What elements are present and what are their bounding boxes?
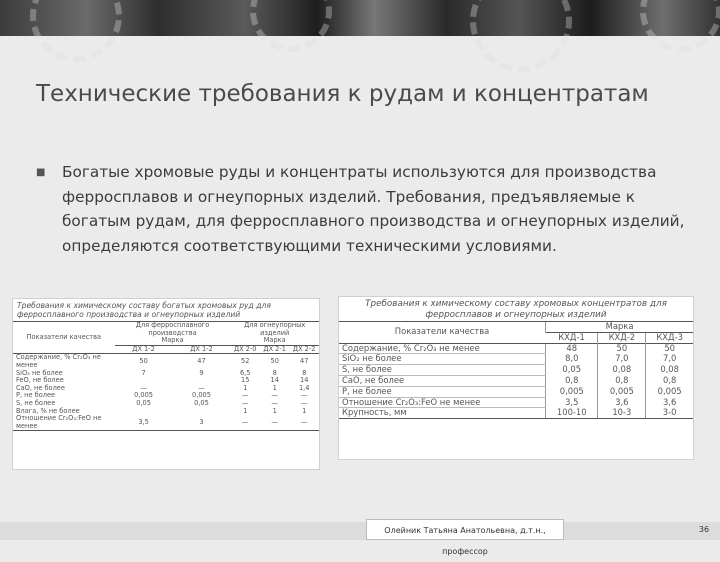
table-cell: 47: [197, 357, 206, 366]
row-label: FeO, не более: [16, 376, 64, 385]
table-cell: 0,05: [194, 398, 209, 407]
footer-bar: [0, 522, 720, 540]
square-bullet-icon: ■: [36, 167, 46, 178]
table-cell: 3: [173, 415, 231, 431]
table-cell: 3,5: [115, 415, 173, 431]
table-cell: 6,5: [239, 368, 251, 377]
table-cell: —: [230, 415, 260, 431]
table-cell: 3-0: [646, 408, 693, 419]
table-cell: 7: [141, 368, 146, 377]
table-cell: —: [140, 383, 147, 392]
row-label: P, не более: [16, 391, 56, 400]
table-cell: 48: [546, 343, 598, 354]
table-cell: 8: [302, 368, 307, 377]
table-cell: 0,08: [646, 365, 693, 376]
table-row: [339, 365, 693, 376]
table-cell: 7,0: [598, 354, 646, 365]
table-row: [339, 375, 693, 386]
table-cell: 50: [139, 357, 148, 366]
table-cell: 10-3: [598, 408, 646, 419]
grade-header: ДХ 1-2: [115, 345, 173, 354]
table-cell: 3,6: [598, 397, 646, 408]
table-cell: 0,8: [646, 375, 693, 386]
row-label: CaO, не более: [16, 383, 65, 392]
table-row: [13, 354, 319, 370]
table-cell: 0,8: [598, 375, 646, 386]
table-cell: 1: [272, 406, 277, 415]
table-caption: Требования к химическому составу хромовых концентратов для ферросплавов и огнеупорных изделий: [365, 299, 667, 320]
table-cell: 14: [270, 376, 279, 385]
table-cell: 50: [598, 343, 646, 354]
table-row: [339, 397, 693, 408]
table-cell: 8: [272, 368, 277, 377]
table-caption: Требования к химическому составу богатых хромовых руд для ферросплавного производства и огнеупорных изделий: [17, 301, 271, 319]
table-cell: 0,05: [546, 365, 598, 376]
row-label: Отношение Cr₂O₃:FeO не менее: [339, 397, 546, 408]
table-cell: 47: [300, 357, 309, 366]
column-header-parameter: Показатели качества: [13, 322, 115, 354]
slide-number: 36: [698, 525, 710, 534]
concentrate-requirements-table: [338, 296, 694, 460]
table-cell: 50: [270, 357, 279, 366]
concentrate-table: [339, 321, 693, 419]
table-cell: —: [241, 398, 249, 407]
row-label: Влага, % не более: [16, 406, 80, 415]
row-label: CaO, не более: [339, 375, 546, 386]
grade-header: КХД-2: [598, 332, 646, 343]
bullet-text: Богатые хромовые руды и концентраты используются для производства ферросплавов и огнеупорных изделий. Требования, предъявляемые к богатым рудам, для ферросплавного производства и огнеупорных изделий, определяются соответствующими техническими условиями.: [62, 163, 685, 255]
table-row: [339, 408, 693, 419]
row-label: SiO₂ не более: [339, 354, 546, 365]
grade-header: ДХ 2-1: [260, 345, 289, 354]
table-cell: —: [241, 391, 249, 400]
table-cell: 3,6: [646, 397, 693, 408]
table-cell: 3,5: [546, 397, 598, 408]
gear-decoration-icon: [640, 0, 720, 52]
gear-decoration-icon: [250, 0, 332, 52]
table-cell: 0,005: [134, 391, 154, 400]
table-cell: 1: [243, 383, 248, 392]
grade-header: ДХ 2-0: [230, 345, 260, 354]
row-label: SiO₂ не более: [16, 368, 63, 377]
table-cell: [173, 408, 231, 416]
row-label: Крупность, мм: [339, 408, 546, 419]
table-cell: —: [289, 415, 319, 431]
column-header-mark: Марка: [546, 322, 693, 333]
row-label: Содержание, % Cr₂O₃ не менее: [339, 343, 546, 354]
bullet-paragraph: [36, 160, 686, 258]
table-cell: 14: [300, 376, 309, 385]
table-cell: 0,005: [192, 391, 211, 400]
table-cell: 0,05: [136, 398, 151, 407]
row-label: S, не более: [339, 365, 546, 376]
grade-header: КХД-3: [646, 332, 693, 343]
table-cell: 9: [199, 368, 204, 377]
table-cell: 1: [272, 383, 277, 392]
table-cell: —: [271, 398, 278, 407]
table-cell: —: [300, 398, 308, 407]
gear-decoration-icon: [30, 0, 122, 62]
header-banner-image: [0, 0, 720, 36]
table-cell: 0,08: [598, 365, 646, 376]
slide-title: Технические требования к рудам и концентратам: [36, 81, 649, 107]
row-label: P, не более: [339, 386, 546, 397]
table-row: [339, 386, 693, 397]
table-row: [339, 354, 693, 365]
table-cell: 1: [302, 406, 307, 415]
row-label: Отношение Cr₂O₃:FeO не менее: [13, 415, 115, 431]
table-cell: 50: [646, 343, 693, 354]
column-header-parameter: Показатели качества: [339, 322, 546, 344]
table-cell: [115, 408, 173, 416]
table-row: [339, 343, 693, 354]
table-cell: 15: [241, 376, 250, 385]
table-cell: 0,005: [546, 386, 598, 397]
table-cell: 0,005: [598, 386, 646, 397]
table-row: [13, 415, 319, 431]
table-cell: 1,4: [298, 383, 310, 392]
table-cell: —: [271, 391, 278, 400]
table-cell: —: [260, 415, 289, 431]
group-header-refractory: Для огнеупорных изделий Марка: [230, 322, 319, 346]
grade-header: КХД-1: [546, 332, 598, 343]
row-label: Содержание, % Cr₂O₃ не менее: [16, 353, 101, 369]
footer-author: Олейник Татьяна Анатольевна, д.т.н., профессор: [366, 519, 564, 540]
table-cell: 100-10: [546, 408, 598, 419]
table-cell: 0,8: [546, 375, 598, 386]
table-cell: 0,005: [646, 386, 693, 397]
grade-header: ДХ 2-2: [289, 345, 319, 354]
table-cell: 8,0: [546, 354, 598, 365]
gear-decoration-icon: [470, 0, 572, 72]
table-cell: —: [198, 383, 205, 392]
ore-requirements-table: [12, 298, 320, 470]
table-cell: —: [300, 391, 308, 400]
group-header-ferro: Для ферросплавного производства Марка: [115, 322, 231, 346]
grade-header: ДХ 1-2: [173, 345, 231, 354]
table-cell: 7,0: [646, 354, 693, 365]
table-cell: 52: [241, 357, 250, 366]
row-label: S, не более: [16, 398, 56, 407]
table-cell: 1: [243, 406, 248, 415]
ore-table: [13, 321, 319, 431]
